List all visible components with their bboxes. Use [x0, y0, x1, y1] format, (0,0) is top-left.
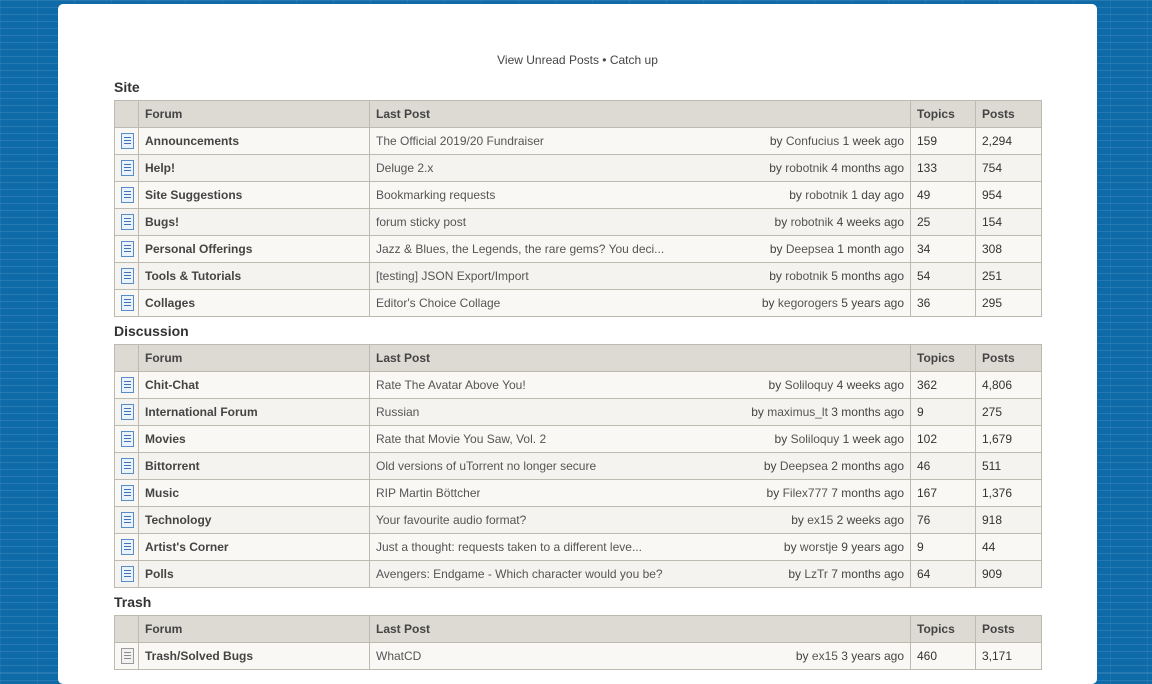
- forum-icon-cell: [115, 643, 139, 670]
- author-link[interactable]: robotnik: [790, 215, 834, 229]
- author-link[interactable]: Soliloquy: [790, 432, 840, 446]
- by-label: by: [795, 649, 809, 663]
- last-post-cell: [370, 534, 911, 561]
- last-post-wrap: [376, 459, 904, 473]
- view-unread-posts-link[interactable]: View Unread Posts: [497, 53, 599, 67]
- table-row: [115, 128, 1042, 155]
- last-post-author: [762, 134, 904, 148]
- posts-count: 275: [976, 399, 1042, 426]
- last-post-cell: [370, 236, 911, 263]
- last-post-author: [756, 459, 904, 473]
- last-post-link[interactable]: Editor's Choice Collage: [376, 296, 501, 310]
- last-post-author: [788, 649, 904, 663]
- last-post-link[interactable]: Bookmarking requests: [376, 188, 496, 202]
- forum-link[interactable]: Collages: [145, 296, 196, 310]
- last-post-author: [780, 567, 904, 581]
- last-post-time: 7 months ago: [831, 567, 904, 581]
- forum-link[interactable]: Bugs!: [145, 215, 179, 229]
- author-link[interactable]: robotnik: [785, 269, 828, 283]
- posts-count: 511: [976, 453, 1042, 480]
- last-post-time: 4 weeks ago: [836, 378, 904, 392]
- last-post-link[interactable]: RIP Martin Böttcher: [376, 486, 481, 500]
- last-post-link[interactable]: Russian: [376, 405, 420, 419]
- last-post-wrap: [376, 432, 904, 446]
- last-post-author: [761, 161, 904, 175]
- header-posts: Posts: [976, 616, 1042, 643]
- table-row: [115, 480, 1042, 507]
- last-post-time: 3 years ago: [841, 649, 904, 663]
- author-link[interactable]: ex15: [811, 649, 838, 663]
- forum-icon-cell: [115, 236, 139, 263]
- header-topics: Topics: [911, 101, 976, 128]
- forum-icon-cell: [115, 399, 139, 426]
- forum-name-cell: [139, 372, 370, 399]
- header-forum: Forum: [139, 616, 370, 643]
- last-post-wrap: [376, 242, 904, 256]
- posts-count: 1,376: [976, 480, 1042, 507]
- last-post-link[interactable]: Old versions of uTorrent no longer secure: [376, 459, 597, 473]
- last-post-link[interactable]: Just a thought: requests taken to a different leve...: [376, 540, 642, 554]
- forum-link[interactable]: Announcements: [145, 134, 240, 148]
- last-post-link[interactable]: forum sticky post: [376, 215, 467, 229]
- forum-icon-cell: [115, 182, 139, 209]
- unread-forum-icon: [121, 214, 134, 230]
- last-post-author: [759, 486, 904, 500]
- main-content: [58, 4, 1097, 684]
- topics-count: 102: [911, 426, 976, 453]
- forum-link[interactable]: Tools & Tutorials: [145, 269, 242, 283]
- posts-count: 308: [976, 236, 1042, 263]
- forum-icon-cell: [115, 534, 139, 561]
- posts-count: 2,294: [976, 128, 1042, 155]
- author-link[interactable]: Deepsea: [785, 242, 834, 256]
- forum-link[interactable]: Site Suggestions: [145, 188, 243, 202]
- last-post-wrap: [376, 378, 904, 392]
- last-post-time: 2 weeks ago: [836, 513, 904, 527]
- forum-name-cell: [139, 561, 370, 588]
- last-post-time: 1 month ago: [837, 242, 904, 256]
- topics-count: 64: [911, 561, 976, 588]
- forum-link[interactable]: Chit-Chat: [145, 378, 199, 392]
- forum-icon-cell: [115, 426, 139, 453]
- topics-count: 36: [911, 290, 976, 317]
- last-post-time: 7 months ago: [831, 486, 904, 500]
- forum-table-site: [114, 100, 1042, 317]
- forum-name-cell: [139, 453, 370, 480]
- forum-icon-cell: [115, 480, 139, 507]
- unread-forum-icon: [121, 512, 134, 528]
- unread-forum-icon: [121, 566, 134, 582]
- by-label: by: [761, 296, 775, 310]
- table-row: [115, 155, 1042, 182]
- header-topics: Topics: [911, 616, 976, 643]
- topics-count: 9: [911, 534, 976, 561]
- last-post-wrap: [376, 405, 904, 419]
- last-post-cell: [370, 643, 911, 670]
- by-label: by: [769, 161, 782, 175]
- last-post-wrap: [376, 161, 904, 175]
- table-header-row: [115, 101, 1042, 128]
- forum-icon-cell: [115, 453, 139, 480]
- table-row: [115, 453, 1042, 480]
- section-title-site: Site: [114, 79, 140, 95]
- last-post-wrap: [376, 513, 904, 527]
- last-post-wrap: [376, 269, 904, 283]
- unread-forum-icon: [121, 295, 134, 311]
- table-row: [115, 182, 1042, 209]
- last-post-cell: [370, 561, 911, 588]
- forum-icon-cell: [115, 372, 139, 399]
- last-post-link[interactable]: Rate The Avatar Above You!: [376, 378, 526, 392]
- author-link[interactable]: robotnik: [785, 161, 828, 175]
- link-separator: •: [598, 53, 610, 67]
- unread-forum-icon: [121, 539, 134, 555]
- forum-name-cell: [139, 128, 370, 155]
- last-post-cell: [370, 128, 911, 155]
- last-post-time: 1 day ago: [851, 188, 904, 202]
- forum-link[interactable]: Movies: [145, 432, 186, 446]
- forum-name-cell: [139, 534, 370, 561]
- unread-forum-icon: [121, 133, 134, 149]
- last-post-author: [767, 432, 904, 446]
- last-post-author: [776, 540, 904, 554]
- by-label: by: [789, 188, 802, 202]
- header-icon-col: [115, 101, 139, 128]
- posts-count: 754: [976, 155, 1042, 182]
- posts-count: 295: [976, 290, 1042, 317]
- forum-link[interactable]: Technology: [145, 513, 212, 527]
- unread-forum-icon: [121, 458, 134, 474]
- last-post-link[interactable]: The Official 2019/20 Fundraiser: [376, 134, 544, 148]
- by-label: by: [769, 269, 782, 283]
- last-post-link[interactable]: Jazz & Blues, the Legends, the rare gems? You deci...: [376, 242, 665, 256]
- header-posts: Posts: [976, 345, 1042, 372]
- last-post-wrap: [376, 540, 904, 554]
- table-row: [115, 561, 1042, 588]
- forum-link[interactable]: Polls: [145, 567, 174, 581]
- last-post-link[interactable]: Deluge 2.x: [376, 161, 434, 175]
- by-label: by: [751, 405, 764, 419]
- last-post-cell: [370, 290, 911, 317]
- last-post-time: 3 months ago: [831, 405, 904, 419]
- forum-icon-cell: [115, 128, 139, 155]
- forum-name-cell: [139, 290, 370, 317]
- topics-count: 167: [911, 480, 976, 507]
- by-label: by: [791, 513, 804, 527]
- forum-icon-cell: [115, 561, 139, 588]
- last-post-wrap: [376, 134, 904, 148]
- last-post-time: 4 months ago: [831, 161, 904, 175]
- header-last-post: Last Post: [370, 345, 911, 372]
- section-title-discussion: Discussion: [114, 323, 189, 339]
- forum-link[interactable]: Artist's Corner: [145, 540, 229, 554]
- topics-count: 362: [911, 372, 976, 399]
- author-link[interactable]: Deepsea: [779, 459, 828, 473]
- forum-icon-cell: [115, 209, 139, 236]
- forum-link[interactable]: Help!: [145, 161, 175, 175]
- forum-name-cell: [139, 155, 370, 182]
- last-post-cell: [370, 263, 911, 290]
- last-post-time: 9 years ago: [841, 540, 904, 554]
- author-link[interactable]: maximus_lt: [767, 405, 828, 419]
- topics-count: 25: [911, 209, 976, 236]
- last-post-time: 2 months ago: [831, 459, 904, 473]
- posts-count: 954: [976, 182, 1042, 209]
- last-post-link[interactable]: Your favourite audio format?: [376, 513, 527, 527]
- last-post-wrap: [376, 567, 904, 581]
- table-header-row: [115, 345, 1042, 372]
- last-post-cell: [370, 155, 911, 182]
- last-post-link[interactable]: Avengers: Endgame - Which character would you be?: [376, 567, 663, 581]
- table-row: [115, 209, 1042, 236]
- table-row: [115, 643, 1042, 670]
- forum-name-cell: [139, 182, 370, 209]
- forum-link[interactable]: Music: [145, 486, 180, 500]
- author-link[interactable]: worstje: [799, 540, 838, 554]
- by-label: by: [783, 540, 797, 554]
- catch-up-link[interactable]: Catch up: [609, 53, 658, 67]
- forum-link[interactable]: Personal Offerings: [145, 242, 253, 256]
- posts-count: 918: [976, 507, 1042, 534]
- forum-table-trash: [114, 615, 1042, 670]
- table-header-row: [115, 616, 1042, 643]
- last-post-link[interactable]: Rate that Movie You Saw, Vol. 2: [376, 432, 547, 446]
- forum-table-discussion: [114, 344, 1042, 588]
- author-link[interactable]: robotnik: [805, 188, 848, 202]
- forum-name-cell: [139, 399, 370, 426]
- table-row: [115, 372, 1042, 399]
- header-last-post: Last Post: [370, 616, 911, 643]
- unread-forum-icon: [121, 241, 134, 257]
- table-row: [115, 534, 1042, 561]
- author-link[interactable]: Filex777: [782, 486, 828, 500]
- last-post-wrap: [376, 649, 904, 663]
- last-post-time: 4 weeks ago: [836, 215, 904, 229]
- header-icon-col: [115, 345, 139, 372]
- unread-forum-icon: [121, 377, 134, 393]
- table-row: [115, 236, 1042, 263]
- topics-count: 460: [911, 643, 976, 670]
- topics-count: 34: [911, 236, 976, 263]
- by-label: by: [768, 378, 782, 392]
- header-icon-col: [115, 616, 139, 643]
- posts-count: 1,679: [976, 426, 1042, 453]
- header-posts: Posts: [976, 101, 1042, 128]
- by-label: by: [769, 242, 783, 256]
- unread-forum-icon: [121, 485, 134, 501]
- last-post-cell: [370, 399, 911, 426]
- unread-forum-icon: [121, 268, 134, 284]
- last-post-author: [767, 215, 904, 229]
- author-link[interactable]: kegorogers: [777, 296, 838, 310]
- last-post-cell: [370, 507, 911, 534]
- forum-link[interactable]: Bittorrent: [145, 459, 200, 473]
- forum-name-cell: [139, 643, 370, 670]
- last-post-author: [781, 188, 904, 202]
- forum-name-cell: [139, 209, 370, 236]
- posts-count: 3,171: [976, 643, 1042, 670]
- last-post-cell: [370, 182, 911, 209]
- last-post-wrap: [376, 215, 904, 229]
- posts-count: 909: [976, 561, 1042, 588]
- forum-name-cell: [139, 263, 370, 290]
- forum-link[interactable]: Trash/Solved Bugs: [145, 649, 254, 663]
- by-label: by: [766, 486, 780, 500]
- read-forum-icon: [121, 648, 134, 664]
- unread-forum-icon: [121, 404, 134, 420]
- last-post-author: [743, 405, 904, 419]
- forum-icon-cell: [115, 263, 139, 290]
- table-row: [115, 399, 1042, 426]
- by-label: by: [788, 567, 802, 581]
- last-post-cell: [370, 209, 911, 236]
- posts-count: 154: [976, 209, 1042, 236]
- forum-name-cell: [139, 480, 370, 507]
- last-post-time: 5 years ago: [841, 296, 904, 310]
- forum-icon-cell: [115, 290, 139, 317]
- forum-name-cell: [139, 426, 370, 453]
- last-post-author: [761, 378, 904, 392]
- topics-count: 54: [911, 263, 976, 290]
- header-last-post: Last Post: [370, 101, 911, 128]
- last-post-link[interactable]: [testing] JSON Export/Import: [376, 269, 529, 283]
- topics-count: 133: [911, 155, 976, 182]
- author-link[interactable]: LzTr: [804, 567, 828, 581]
- last-post-time: 5 months ago: [831, 269, 904, 283]
- posts-count: 44: [976, 534, 1042, 561]
- last-post-cell: [370, 480, 911, 507]
- last-post-wrap: [376, 486, 904, 500]
- topics-count: 159: [911, 128, 976, 155]
- header-forum: Forum: [139, 345, 370, 372]
- unread-forum-icon: [121, 187, 134, 203]
- last-post-author: [761, 269, 904, 283]
- table-row: [115, 426, 1042, 453]
- forum-icon-cell: [115, 507, 139, 534]
- last-post-wrap: [376, 296, 904, 310]
- by-label: by: [774, 215, 788, 229]
- last-post-author: [754, 296, 904, 310]
- author-link[interactable]: ex15: [807, 513, 834, 527]
- last-post-time: 1 week ago: [842, 134, 904, 148]
- forum-link[interactable]: International Forum: [145, 405, 258, 419]
- topics-count: 9: [911, 399, 976, 426]
- forum-name-cell: [139, 507, 370, 534]
- last-post-cell: [370, 372, 911, 399]
- last-post-link[interactable]: WhatCD: [376, 649, 422, 663]
- table-row: [115, 507, 1042, 534]
- topics-count: 46: [911, 453, 976, 480]
- last-post-cell: [370, 453, 911, 480]
- header-forum: Forum: [139, 101, 370, 128]
- table-row: [115, 263, 1042, 290]
- posts-count: 251: [976, 263, 1042, 290]
- posts-count: 4,806: [976, 372, 1042, 399]
- forum-icon-cell: [115, 155, 139, 182]
- topics-count: 76: [911, 507, 976, 534]
- top-links: [58, 53, 1097, 67]
- last-post-wrap: [376, 188, 904, 202]
- by-label: by: [769, 134, 783, 148]
- by-label: by: [774, 432, 788, 446]
- last-post-author: [762, 242, 904, 256]
- author-link[interactable]: Confucius: [785, 134, 840, 148]
- last-post-cell: [370, 426, 911, 453]
- header-topics: Topics: [911, 345, 976, 372]
- unread-forum-icon: [121, 431, 134, 447]
- unread-forum-icon: [121, 160, 134, 176]
- section-title-trash: Trash: [114, 594, 152, 610]
- table-row: [115, 290, 1042, 317]
- author-link[interactable]: Soliloquy: [784, 378, 834, 392]
- topics-count: 49: [911, 182, 976, 209]
- last-post-time: 1 week ago: [842, 432, 904, 446]
- last-post-author: [783, 513, 904, 527]
- by-label: by: [763, 459, 777, 473]
- forum-name-cell: [139, 236, 370, 263]
